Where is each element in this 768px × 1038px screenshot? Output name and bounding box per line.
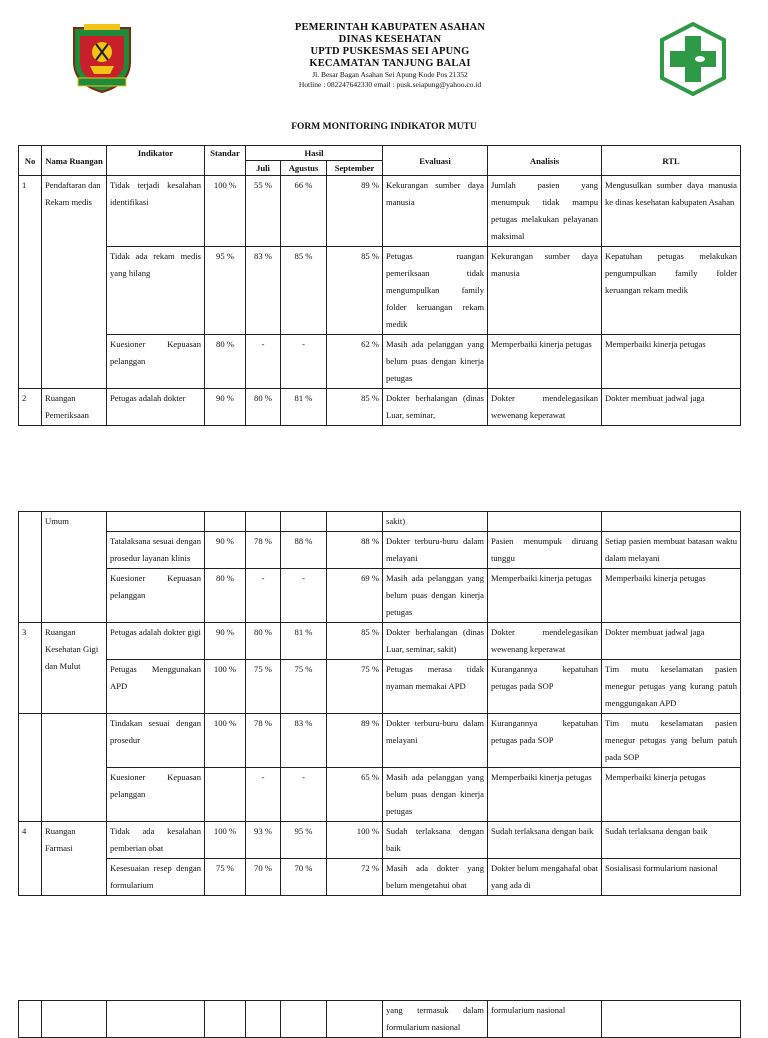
cell-standar: 100 % xyxy=(205,176,246,247)
page-gap xyxy=(0,440,768,510)
cell-evaluasi: yang termasuk dalam formularium nasional xyxy=(383,1001,488,1038)
cell-agustus: 83 % xyxy=(281,714,327,768)
cell-indikator: Kuesioner Kepuasan pelanggan xyxy=(107,335,205,389)
cell-standar: 95 % xyxy=(205,247,246,335)
cell-agustus: 81 % xyxy=(281,389,327,426)
cell-juli: - xyxy=(246,569,281,623)
cell-rtl: Tim mutu keselamatan pasien menegur petugas yang belum patuh pada SOP xyxy=(602,714,741,768)
table-row xyxy=(19,247,741,335)
cell-standar: 75 % xyxy=(205,859,246,896)
cell-analisis: Kurangannya kepatuhan petugas pada SOP xyxy=(488,714,602,768)
cell-indikator: Tindakan sesuai dengan prosedur xyxy=(107,714,205,768)
cell-indikator: Petugas Menggunakan APD xyxy=(107,660,205,714)
cell-juli: - xyxy=(246,768,281,822)
cell-no: 4 xyxy=(19,822,42,896)
cell-analisis: Kurangannya kepatuhan petugas pada SOP xyxy=(488,660,602,714)
cell-september: 69 % xyxy=(327,569,383,623)
cell-juli: 83 % xyxy=(246,247,281,335)
cell-ruangan xyxy=(42,1001,107,1038)
cell-no xyxy=(19,714,42,822)
cell-evaluasi: Kekurangan sumber daya manusia xyxy=(383,176,488,247)
cell-september: 85 % xyxy=(327,247,383,335)
cell-juli xyxy=(246,512,281,532)
cell-agustus: 85 % xyxy=(281,247,327,335)
cell-juli: 70 % xyxy=(246,859,281,896)
table-row xyxy=(19,532,741,569)
cell-evaluasi: Petugas merasa tidak nyaman memakai APD xyxy=(383,660,488,714)
cell-standar xyxy=(205,768,246,822)
cell-indikator: Kesesuaian resep dengan formularium xyxy=(107,859,205,896)
cell-standar: 90 % xyxy=(205,532,246,569)
cell-rtl: Memperbaiki kinerja petugas xyxy=(602,768,741,822)
cell-rtl: Dokter membuat jadwal jaga xyxy=(602,623,741,660)
cell-ruangan: Ruangan Pemeriksaan xyxy=(42,389,107,426)
cell-september: 100 % xyxy=(327,822,383,859)
cell-ruangan: Ruangan Farmasi xyxy=(42,822,107,896)
cell-agustus: 95 % xyxy=(281,822,327,859)
cell-analisis: Dokter mendelegasikan wewenang keperawat xyxy=(488,389,602,426)
cell-no: 2 xyxy=(19,389,42,426)
cell-evaluasi: Masih ada pelanggan yang belum puas dengan kinerja petugas xyxy=(383,569,488,623)
cell-no: 3 xyxy=(19,623,42,714)
table-row xyxy=(19,768,741,822)
cell-agustus: 66 % xyxy=(281,176,327,247)
cell-analisis: Memperbaiki kinerja petugas xyxy=(488,768,602,822)
cell-agustus xyxy=(281,1001,327,1038)
cell-indikator: Petugas adalah dokter xyxy=(107,389,205,426)
cell-evaluasi: Dokter berhalangan (dinas Luar, seminar, sakit) xyxy=(383,623,488,660)
table-row xyxy=(19,569,741,623)
cell-standar: 80 % xyxy=(205,335,246,389)
cell-rtl: Dokter membuat jadwal jaga xyxy=(602,389,741,426)
table-row xyxy=(19,660,741,714)
cell-agustus: - xyxy=(281,569,327,623)
letterhead-text xyxy=(200,22,580,90)
cell-evaluasi: Masih ada pelanggan yang belum puas dengan kinerja petugas xyxy=(383,335,488,389)
cell-indikator: Tatalaksana sesuai dengan prosedur layanan klinis xyxy=(107,532,205,569)
cell-standar: 100 % xyxy=(205,822,246,859)
table-row xyxy=(19,623,741,660)
address: Jl. Besar Bagan Asahan Sei Apung Kode Pos 21352 xyxy=(312,70,468,79)
contact-line: Hotline : 082247642330 email : pusk.seiapung@yahoo.co.id xyxy=(298,80,482,89)
col-nama-ruangan: Nama Ruangan xyxy=(42,146,107,176)
page-gap xyxy=(0,908,768,1000)
cell-analisis: Dokter mendelegasikan wewenang keperawat xyxy=(488,623,602,660)
cell-standar: 100 % xyxy=(205,660,246,714)
indicator-table-page-2 xyxy=(18,511,741,896)
cell-standar: 90 % xyxy=(205,623,246,660)
cell-agustus xyxy=(281,512,327,532)
table-row xyxy=(19,389,741,426)
cell-rtl: Memperbaiki kinerja petugas xyxy=(602,335,741,389)
cell-september: 65 % xyxy=(327,768,383,822)
table-row xyxy=(19,176,741,247)
cell-evaluasi: Masih ada dokter yang belum mengetahui obat xyxy=(383,859,488,896)
cell-september: 62 % xyxy=(327,335,383,389)
letterhead xyxy=(0,20,768,100)
col-hasil: Hasil xyxy=(246,146,383,161)
col-indikator: Indikator xyxy=(107,146,205,176)
cell-rtl: Setiap pasien membuat batasan waktu dalam melayani xyxy=(602,532,741,569)
table-row xyxy=(19,335,741,389)
kabupaten-asahan-logo xyxy=(70,22,134,94)
col-analisis: Analisis xyxy=(488,146,602,176)
indicator-table-page-1 xyxy=(18,145,741,426)
cell-analisis: Memperbaiki kinerja petugas xyxy=(488,335,602,389)
cell-indikator xyxy=(107,512,205,532)
cell-analisis: Kekurangan sumber daya manusia xyxy=(488,247,602,335)
cell-standar: 100 % xyxy=(205,714,246,768)
cell-juli: 75 % xyxy=(246,660,281,714)
cell-rtl: Tim mutu keselamatan pasien menegur petugas yang kurang patuh menggungakan APD xyxy=(602,660,741,714)
col-juli: Juli xyxy=(246,161,281,176)
cell-september: 89 % xyxy=(327,714,383,768)
cell-september: 85 % xyxy=(327,623,383,660)
cell-juli: 80 % xyxy=(246,389,281,426)
cell-ruangan: Pendaftaran dan Rekam medis xyxy=(42,176,107,389)
cell-ruangan: Ruangan Kesehatan Gigi dan Mulut xyxy=(42,623,107,714)
cell-rtl: Memperbaiki kinerja petugas xyxy=(602,569,741,623)
col-no: No xyxy=(19,146,42,176)
cell-analisis: Jumlah pasien yang menumpuk tidak mampu petugas melakukan pelayanan maksimal xyxy=(488,176,602,247)
cell-rtl: Sosialisasi formularium nasional xyxy=(602,859,741,896)
cell-agustus: - xyxy=(281,335,327,389)
facility-name: UPTD PUSKESMAS SEI APUNG xyxy=(310,46,470,57)
cell-evaluasi: Dokter terburu-buru dalam melayani xyxy=(383,714,488,768)
cell-indikator: Kuesioner Kepuasan pelanggan xyxy=(107,569,205,623)
form-title: FORM MONITORING INDIKATOR MUTU xyxy=(291,122,477,132)
table-row xyxy=(19,1001,741,1038)
cell-ruangan xyxy=(42,714,107,822)
cell-standar: 90 % xyxy=(205,389,246,426)
cell-september: 75 % xyxy=(327,660,383,714)
col-evaluasi: Evaluasi xyxy=(383,146,488,176)
col-agustus: Agustus xyxy=(281,161,327,176)
cell-no: 1 xyxy=(19,176,42,389)
indicator-table-page-3 xyxy=(18,1000,741,1038)
cell-indikator xyxy=(107,1001,205,1038)
cell-juli: 93 % xyxy=(246,822,281,859)
cell-september: 85 % xyxy=(327,389,383,426)
cell-no xyxy=(19,1001,42,1038)
cell-september: 72 % xyxy=(327,859,383,896)
col-september: September xyxy=(327,161,383,176)
cell-evaluasi: sakit) xyxy=(383,512,488,532)
cell-standar: 80 % xyxy=(205,569,246,623)
cell-analisis xyxy=(488,512,602,532)
cell-september xyxy=(327,1001,383,1038)
cell-evaluasi: Sudah terlaksana dengan baik xyxy=(383,822,488,859)
cell-ruangan: Umum xyxy=(42,512,107,623)
cell-agustus: 70 % xyxy=(281,859,327,896)
cell-indikator: Tidak ada rekam medis yang hilang xyxy=(107,247,205,335)
cell-evaluasi: Dokter berhalangan (dinas Luar, seminar, xyxy=(383,389,488,426)
cell-no xyxy=(19,512,42,623)
cell-rtl: Mengusulkan sumber daya manusia ke dinas kesehatan kabupaten Asahan xyxy=(602,176,741,247)
cell-evaluasi: Dokter terburu-buru dalam melayani xyxy=(383,532,488,569)
cell-juli: - xyxy=(246,335,281,389)
cell-indikator: Tidak terjadi kesalahan identifikasi xyxy=(107,176,205,247)
cell-rtl xyxy=(602,1001,741,1038)
cell-rtl: Kepatuhan petugas melakukan pengumpulkan family folder keruangan rekam medik xyxy=(602,247,741,335)
cell-analisis: formularium nasional xyxy=(488,1001,602,1038)
cell-juli: 78 % xyxy=(246,532,281,569)
cell-analisis: Sudah terlaksana dengan baik xyxy=(488,822,602,859)
table-row xyxy=(19,822,741,859)
cell-analisis: Pasien menumpuk diruang tunggu xyxy=(488,532,602,569)
cell-juli xyxy=(246,1001,281,1038)
cell-indikator: Tidak ada kesalahan pemberian obat xyxy=(107,822,205,859)
table-row xyxy=(19,714,741,768)
cell-agustus: 88 % xyxy=(281,532,327,569)
cell-agustus: - xyxy=(281,768,327,822)
cell-evaluasi: Masih ada pelanggan yang belum puas dengan kinerja petugas xyxy=(383,768,488,822)
cell-agustus: 81 % xyxy=(281,623,327,660)
district-name: KECAMATAN TANJUNG BALAI xyxy=(309,58,471,69)
cell-september: 88 % xyxy=(327,532,383,569)
cell-indikator: Petugas adalah dokter gigi xyxy=(107,623,205,660)
gov-name: PEMERINTAH KABUPATEN ASAHAN xyxy=(294,22,486,33)
col-rtl: RTL xyxy=(602,146,741,176)
puskesmas-cross-logo xyxy=(656,22,730,96)
table-row xyxy=(19,859,741,896)
col-standar: Standar xyxy=(205,146,246,176)
cell-evaluasi: Petugas ruangan pemeriksaan tidak mengumpulkan family folder keruangan rekam medik xyxy=(383,247,488,335)
cell-september xyxy=(327,512,383,532)
table-row xyxy=(19,512,741,532)
cell-indikator: Kuesioner Kepuasan pelanggan xyxy=(107,768,205,822)
cell-agustus: 75 % xyxy=(281,660,327,714)
cell-rtl: Sudah terlaksana dengan baik xyxy=(602,822,741,859)
cell-juli: 80 % xyxy=(246,623,281,660)
dept-name: DINAS KESEHATAN xyxy=(338,34,442,45)
cell-analisis: Memperbaiki kinerja petugas xyxy=(488,569,602,623)
cell-juli: 55 % xyxy=(246,176,281,247)
cell-analisis: Dokter belum mengahafal obat yang ada di xyxy=(488,859,602,896)
cell-rtl xyxy=(602,512,741,532)
cell-standar xyxy=(205,1001,246,1038)
cell-september: 89 % xyxy=(327,176,383,247)
cell-standar xyxy=(205,512,246,532)
cell-juli: 78 % xyxy=(246,714,281,768)
